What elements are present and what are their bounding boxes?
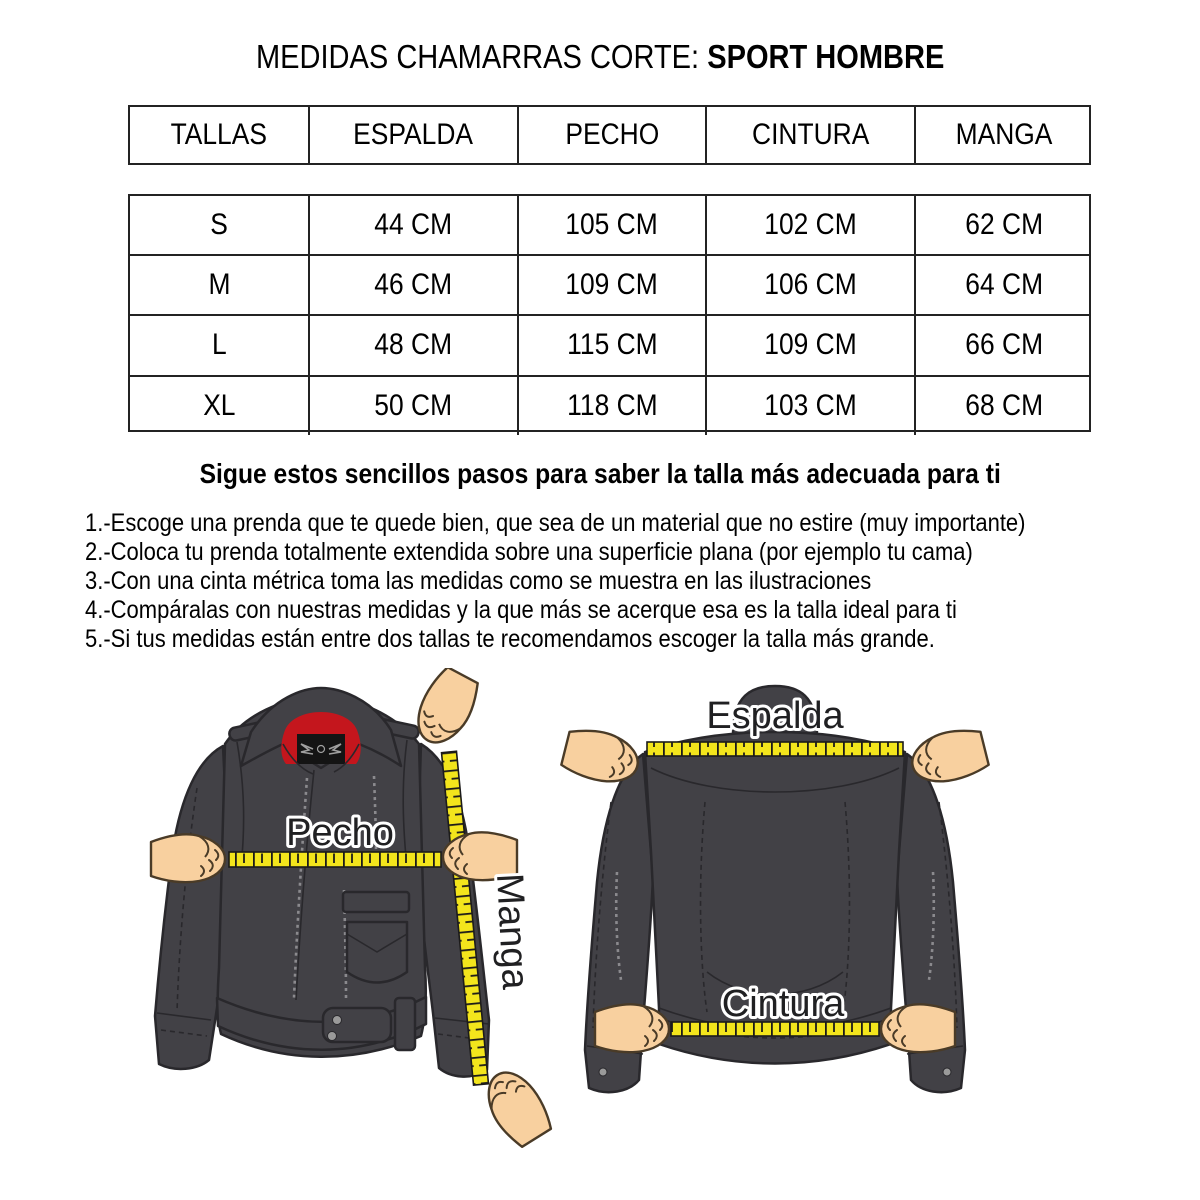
shoulder-measuring-tape xyxy=(647,742,903,756)
size-cell: 48 CM xyxy=(310,316,519,374)
back-width-label: Espalda xyxy=(706,695,844,737)
size-cell: 44 CM xyxy=(310,196,519,254)
brand-patch xyxy=(297,734,345,764)
hand-icon xyxy=(595,1004,669,1052)
guide-step-4: 4.-Compáralas con nuestras medidas y la que más se acerque esa es la talla ideal para ti xyxy=(85,596,957,624)
table-row-l xyxy=(130,316,1089,376)
size-cell: 115 CM xyxy=(519,316,707,374)
size-cell: 103 CM xyxy=(707,377,916,435)
size-cell: 109 CM xyxy=(519,256,707,314)
measurement-diagram xyxy=(0,660,1200,1200)
hand-icon xyxy=(881,1004,955,1052)
sleeve-label: Manga xyxy=(488,872,537,991)
size-cell: 66 CM xyxy=(965,328,1044,362)
size-table-header xyxy=(128,105,1091,165)
guide-step-2: 2.-Coloca tu prenda totalmente extendida sobre una superficie plana (por ejemplo tu cama) xyxy=(85,538,973,566)
chest-label: Pecho xyxy=(286,812,394,854)
hand-icon xyxy=(407,668,484,752)
column-header-manga: MANGA xyxy=(956,118,1053,151)
waist-label: Cintura xyxy=(721,983,845,1025)
guide-step-3: 3.-Con una cinta métrica toma las medidas como se muestra en las ilustraciones xyxy=(85,567,872,595)
size-cell: 105 CM xyxy=(519,196,707,254)
table-row-s xyxy=(130,196,1089,256)
belt-strap xyxy=(395,998,415,1050)
size-cell: 62 CM xyxy=(965,208,1044,242)
chest-pocket-flap xyxy=(343,892,409,912)
guide-step-1: 1.-Escoge una prenda que te quede bien, que sea de un material que no estire (muy importante) xyxy=(85,509,1026,537)
size-cell: 64 CM xyxy=(965,268,1044,302)
size-cell: 102 CM xyxy=(707,196,916,254)
column-header-tallas: TALLAS xyxy=(130,107,310,163)
page-title-text: MEDIDAS CHAMARRAS CORTE: xyxy=(255,38,708,75)
guide-step-5: 5.-Si tus medidas están entre dos tallas te recomendamos escoger la talla más grande. xyxy=(85,625,935,653)
column-header-espalda: ESPALDA xyxy=(310,107,519,163)
table-row-m xyxy=(130,256,1089,316)
jacket-front-illustration xyxy=(145,668,565,1200)
size-cell: 109 CM xyxy=(707,316,916,374)
guide-steps xyxy=(85,509,1195,654)
size-table-body xyxy=(128,194,1091,432)
size-cell: 68 CM xyxy=(965,388,1044,422)
page-title-highlight: SPORT HOMBRE xyxy=(707,38,945,75)
size-cell: S xyxy=(130,196,310,254)
size-cell: XL xyxy=(130,377,310,435)
size-cell: 50 CM xyxy=(310,377,519,435)
guide-heading: Sigue estos sencillos pasos para saber la talla más adecuada para ti xyxy=(199,458,1001,489)
table-row-xl xyxy=(130,377,1089,435)
page-title xyxy=(0,38,1200,76)
column-header-pecho: PECHO xyxy=(519,107,707,163)
column-header-cintura: CINTURA xyxy=(707,107,916,163)
table-header-row xyxy=(130,107,1089,163)
size-cell: 118 CM xyxy=(519,377,707,435)
hand-icon xyxy=(151,834,225,882)
size-cell: L xyxy=(130,316,310,374)
size-cell: 46 CM xyxy=(310,256,519,314)
jacket-back-illustration xyxy=(555,672,1020,1112)
size-cell: M xyxy=(130,256,310,314)
size-cell: 106 CM xyxy=(707,256,916,314)
chest-measuring-tape xyxy=(229,852,441,867)
